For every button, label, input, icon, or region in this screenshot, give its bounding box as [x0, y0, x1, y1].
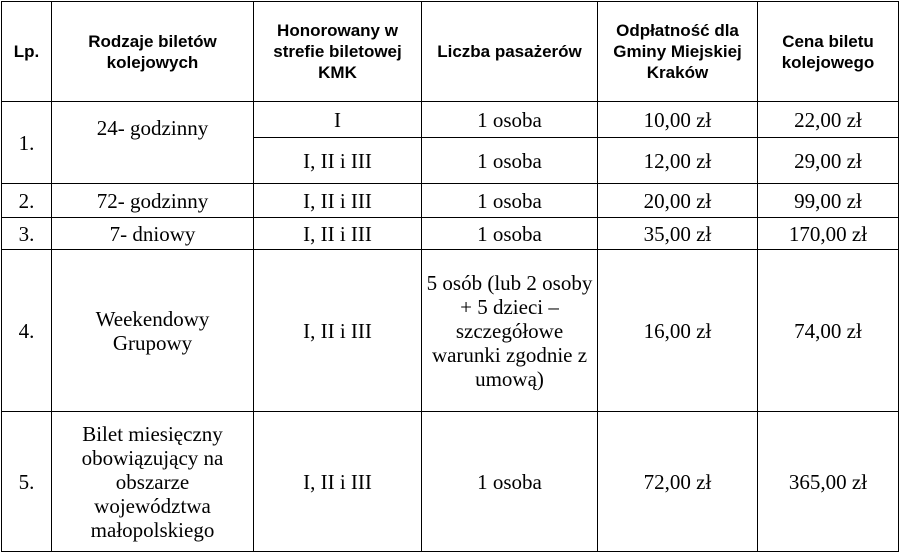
cell-fee: 12,00 zł	[598, 138, 758, 184]
cell-ticket-type: 24- godzinny	[52, 102, 254, 184]
cell-zone: I	[254, 102, 422, 138]
cell-ticket-type: Bilet miesięczny obowiązujący na obszarze województwa małopolskiego	[52, 412, 254, 552]
cell-lp: 3.	[2, 218, 52, 250]
cell-passengers: 1 osoba	[422, 184, 598, 218]
cell-passengers: 1 osoba	[422, 138, 598, 184]
table-row	[2, 218, 899, 250]
cell-lp: 1.	[2, 102, 52, 184]
cell-price: 99,00 zł	[758, 184, 899, 218]
header-fee: Odpłatność dla Gminy Miejskiej Kraków	[598, 2, 758, 102]
cell-zone: I, II i III	[254, 184, 422, 218]
cell-fee: 10,00 zł	[598, 102, 758, 138]
cell-price: 170,00 zł	[758, 218, 899, 250]
cell-zone: I, II i III	[254, 412, 422, 552]
header-zone: Honorowany w strefie biletowej KMK	[254, 2, 422, 102]
cell-zone: I, II i III	[254, 218, 422, 250]
header-price: Cena biletu kolejowego	[758, 2, 899, 102]
cell-price: 74,00 zł	[758, 250, 899, 412]
cell-price: 29,00 zł	[758, 138, 899, 184]
cell-passengers: 1 osoba	[422, 412, 598, 552]
cell-ticket-type: 72- godzinny	[52, 184, 254, 218]
cell-lp: 2.	[2, 184, 52, 218]
cell-lp: 4.	[2, 250, 52, 412]
cell-zone: I, II i III	[254, 250, 422, 412]
cell-fee: 16,00 zł	[598, 250, 758, 412]
table-header-row	[2, 2, 899, 102]
table-row	[2, 250, 899, 412]
header-ticket-type: Rodzaje biletów kolejowych	[52, 2, 254, 102]
cell-ticket-type: Weekendowy Grupowy	[52, 250, 254, 412]
cell-passengers: 1 osoba	[422, 102, 598, 138]
cell-zone: I, II i III	[254, 138, 422, 184]
cell-fee: 20,00 zł	[598, 184, 758, 218]
table-row	[2, 412, 899, 552]
header-lp: Lp.	[2, 2, 52, 102]
ticket-price-table	[1, 1, 899, 552]
header-passengers: Liczba pasażerów	[422, 2, 598, 102]
table-row	[2, 184, 899, 218]
cell-price: 365,00 zł	[758, 412, 899, 552]
table-row	[2, 102, 899, 138]
cell-fee: 35,00 zł	[598, 218, 758, 250]
cell-lp: 5.	[2, 412, 52, 552]
cell-price: 22,00 zł	[758, 102, 899, 138]
cell-fee: 72,00 zł	[598, 412, 758, 552]
cell-passengers: 5 osób (lub 2 osoby + 5 dzieci – szczegółowe warunki zgodnie z umową)	[422, 250, 598, 412]
cell-passengers: 1 osoba	[422, 218, 598, 250]
cell-ticket-type: 7- dniowy	[52, 218, 254, 250]
